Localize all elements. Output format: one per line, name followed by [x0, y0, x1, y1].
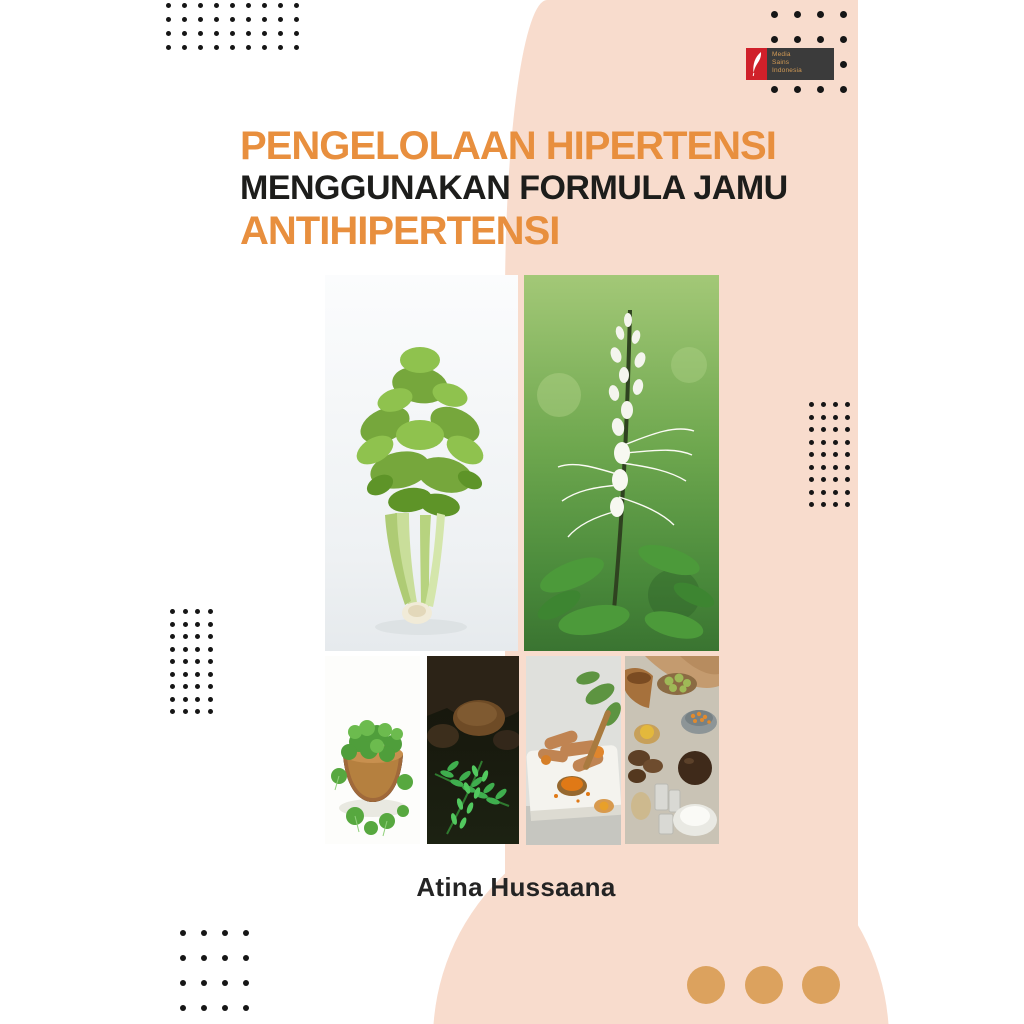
pennywort-bowl-photo	[325, 656, 420, 844]
title-line-1: PENGELOLAAN HIPERTENSI	[240, 124, 776, 168]
celery-bunch-photo	[325, 275, 518, 651]
book-title	[240, 124, 788, 254]
author-name: Atina Hussaana	[416, 872, 616, 902]
title-line-3: ANTIHIPERTENSI	[240, 209, 560, 253]
publisher-name-line: Indonesia	[772, 67, 802, 74]
turmeric-spoon-photo	[526, 656, 621, 845]
deco-circle-3	[802, 966, 840, 1004]
deco-circle-2	[745, 966, 783, 1004]
deco-circle-1	[687, 966, 725, 1004]
herbal-spices-photo	[625, 656, 719, 844]
dark-compound-leaves-photo	[427, 656, 519, 844]
publisher-logo-text	[767, 48, 834, 80]
publisher-name-line: Sains	[772, 59, 790, 66]
java-tea-flower-photo	[524, 275, 719, 651]
publisher-logo	[746, 48, 834, 80]
publisher-name-line: Media	[772, 51, 791, 58]
title-line-2: MENGGUNAKAN FORMULA JAMU	[240, 169, 788, 207]
feather-quill-icon	[746, 48, 767, 80]
